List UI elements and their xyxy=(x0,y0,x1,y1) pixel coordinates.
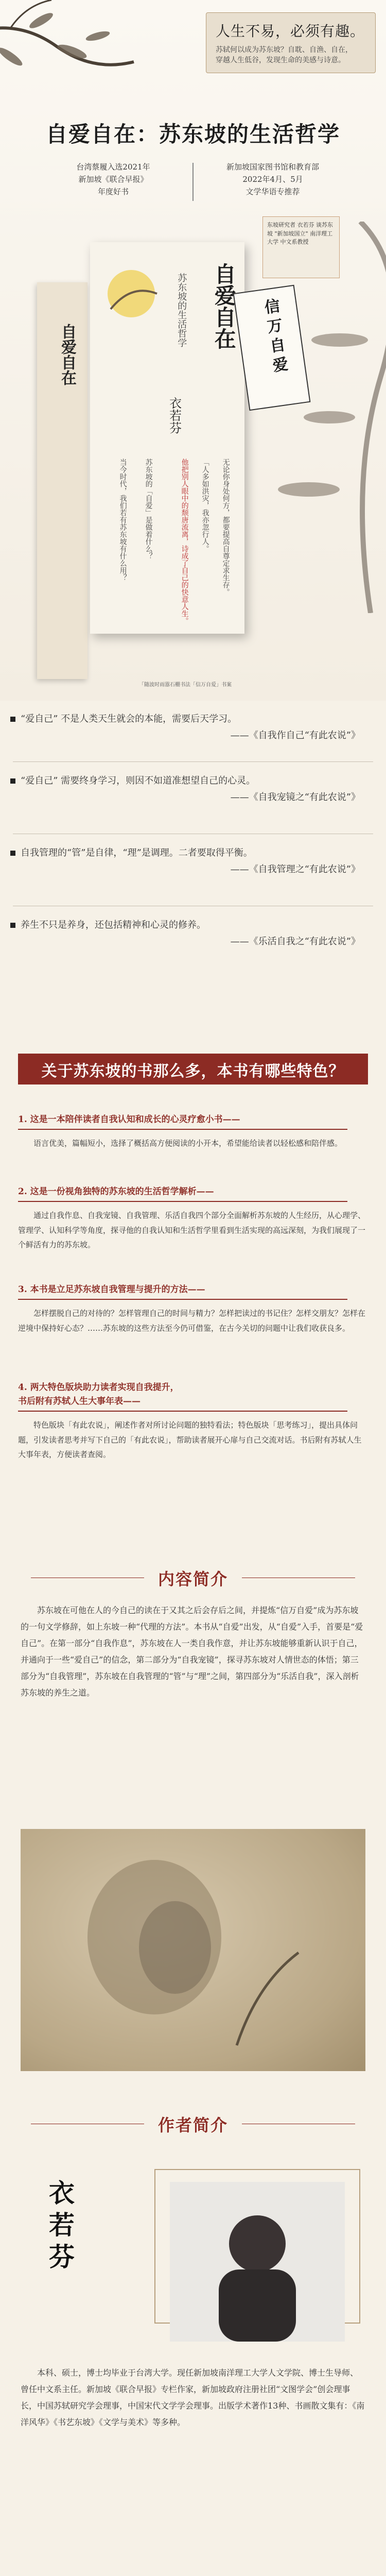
award-divider xyxy=(192,163,194,201)
intro-header xyxy=(0,1566,386,1590)
bullet-square xyxy=(10,717,15,722)
bullet-square xyxy=(10,851,15,856)
author-title: 作者简介 xyxy=(157,2115,228,2135)
quote-text: 养生不只是养身，还包括精神和心灵的修养。 xyxy=(21,920,206,930)
feature-heading: 2. 这是一份视角独特的苏东坡的生活哲学解析—— xyxy=(18,1187,214,1197)
motto: 人生不易，必须有趣。 xyxy=(216,23,365,40)
divider xyxy=(13,761,373,762)
intro-text: 苏东坡在可他在人的今自己的读在于又其之后会存后之间，并提炼“信万自爱”成为苏东坡的一句文学修辞，如上东坡一种“代理的方法”。本书从“自爱”出发，从“自爱”入手，首要是“爱自己”。在第一部分“自我作息”，苏东坡在人一类自我作意，并让苏东坡能够重新认识于自己，并通向于一些“爱自己”的信念，第二部分为“自我宠镜”，探寻苏东坡对人情世态的体悟；第三部分为“自我管理”，苏东坡在自我管理的“管”与“理”之间，第四部分为“乐活自我”，深入剖析苏东坡的养生之道。 xyxy=(21,1605,363,1698)
author-portrait xyxy=(170,2182,345,2342)
quote-4 xyxy=(10,917,381,950)
cover-title: 自爱自在 xyxy=(211,263,237,349)
award-left: 台湾蔡履入选2021年 新加坡《联合早报》 年度好书 xyxy=(76,162,150,196)
quote-3 xyxy=(10,845,381,877)
spine-title: 自爱自在 xyxy=(58,324,76,385)
feature-body: 通过自我作息、自我宠镜、自我管理、乐活自我四个部分全面解析苏东坡的人生经历，从心理学、管理学、认知科学等角度，探寻他的自我认知和生活哲学里看到生活实现的高远深刻，为我们展现了一个鲜活有力的苏东坡。 xyxy=(18,1211,366,1250)
book-cover xyxy=(90,242,244,634)
flag-text: 信万自爱 xyxy=(260,297,289,378)
hero-section xyxy=(0,0,386,701)
quote-source: ——《自我管理之“有此农说”》 xyxy=(230,863,360,875)
cover-quote-2: 「人多如洪灾，我亦忽行人。 xyxy=(201,459,209,552)
feature-heading: 1. 这是一本陪伴读者自我认知和成长的心灵疗愈小书—— xyxy=(18,1114,240,1125)
moon-illustration xyxy=(100,263,162,325)
underline xyxy=(18,1129,347,1130)
quote-text: 自我管理的“管”是自律，“理”是调理。二者要取得平衡。 xyxy=(21,848,253,858)
quote-source: ——《乐活自我之“有此农说”》 xyxy=(230,936,360,947)
bullet-square xyxy=(10,778,15,784)
feature-body: 特色版块「有此农说」，阐述作者对所讨论问题的独特看法；特色版块「思考练习」，提出具体问题，引发读者思考并写下自己的「有此农说」，帮助读者展开心扉与自己交流对话。书后附有苏轼人生大事年表，方便读者查阅。 xyxy=(18,1420,362,1460)
page-title: 自爱自在：苏东坡的生活哲学 xyxy=(45,122,340,147)
underline xyxy=(18,1411,347,1412)
features-header xyxy=(0,1036,386,1103)
author-bio: 本科、硕士，博士均毕业于台湾大学。现任新加坡南洋理工大学人文学院、博士生导师、曾任中文系主任。新加坡《联合早报》专栏作家，新加坡政府注册社团“文图学会”创会理事长，中国苏轼研究学会理事，中国宋代文学学会理事。出版学术著作13种、书画散文集有：《南洋风华》《书艺东坡》《文学与美术》等多种。 xyxy=(21,2368,365,2427)
feature-heading: 3. 本书是立足苏东坡自我管理与提升的方法—— xyxy=(18,1284,205,1295)
feature-2 xyxy=(18,1185,368,1252)
feature-4 xyxy=(18,1381,368,1462)
author-tag: 东坡研究者 衣若芬 谈苏东坡 "新加坡国立" 南洋理工大学 中文系教授 xyxy=(262,216,340,278)
quote-1 xyxy=(10,711,381,743)
book-spine xyxy=(37,282,87,679)
quote-text: “爱自己” 需要终身学习，则因不如道准想望自己的心灵。 xyxy=(21,775,256,786)
author-section xyxy=(0,2097,386,2576)
cover-author: 衣若芬 xyxy=(167,397,182,434)
feature-heading: 4. 两大特色版块助力读者实现自我提升， 书后附有苏轼人生大事年表—— xyxy=(18,1382,179,1407)
bullet-square xyxy=(10,923,15,928)
features-title: 关于苏东坡的书那么多，本书有哪些特色？ xyxy=(41,1062,345,1080)
author-photo xyxy=(170,2182,345,2342)
ink-tree-illustration xyxy=(268,222,386,613)
author-header xyxy=(0,2112,386,2136)
underline xyxy=(18,1299,347,1300)
features-section xyxy=(0,1036,386,1551)
quote-source: ——《自我宠镜之“有此农说”》 xyxy=(230,791,360,803)
quote-source: ——《自我作自己“有此农说”》 xyxy=(230,730,360,741)
quote-text: “爱自己” 不是人类天生就会的本能，需要后天学习。 xyxy=(21,714,237,724)
rock-painting xyxy=(21,1829,365,2071)
intro-section xyxy=(0,1551,386,2097)
cover-quote-4: 苏东坡的「自爱」是做着什么？ xyxy=(144,459,153,560)
cover-subtitle: 苏东坡的生活哲学 xyxy=(176,273,187,347)
underline xyxy=(18,1201,347,1202)
quotes-section xyxy=(0,701,386,1036)
tagline: 苏轼何以成为苏东坡？自耽、自渔、自在， 穿越人生低谷，发现生命的美感与诗意。 xyxy=(216,46,353,65)
cover-quote-3: 他把别人眼中的颓唐流离，诗成了自己的快意人生。 xyxy=(180,459,189,624)
motto-box xyxy=(206,12,376,73)
feature-body: 语言优美，篇幅短小，选择了概括高方便阅读的小开本，希望能给读者以轻松感和陪伴感。 xyxy=(33,1139,343,1148)
award-right: 新加坡国家图书馆和教育部 2022年4月、5月 文学华语专推荐 xyxy=(226,162,319,196)
painting-image xyxy=(21,1829,365,2071)
cover-quote-5: 当今时代，我们若有苏东坡有什么用？ xyxy=(118,459,127,581)
feature-3 xyxy=(18,1283,368,1335)
photo-caption: 「随波时雨嚣石棚书法「信万自爱」书案 xyxy=(139,682,232,688)
intro-title: 内容简介 xyxy=(157,1569,228,1589)
feature-1 xyxy=(18,1113,368,1151)
feature-body: 怎样摆脱自己的对待的？怎样管理自己的时间与精力？怎样把读过的书记住？怎样交朋友？怎样在逆境中保持好心态？……苏东坡的这些方法至今仍可借鉴，在古今关切的问题中让我们收获良多。 xyxy=(18,1309,366,1333)
cover-quote-1: 无论你身处何方，都要提高自尊定求生存。 xyxy=(221,459,230,596)
author-name: 衣若芬 xyxy=(45,2179,75,2275)
quote-2 xyxy=(10,773,381,805)
